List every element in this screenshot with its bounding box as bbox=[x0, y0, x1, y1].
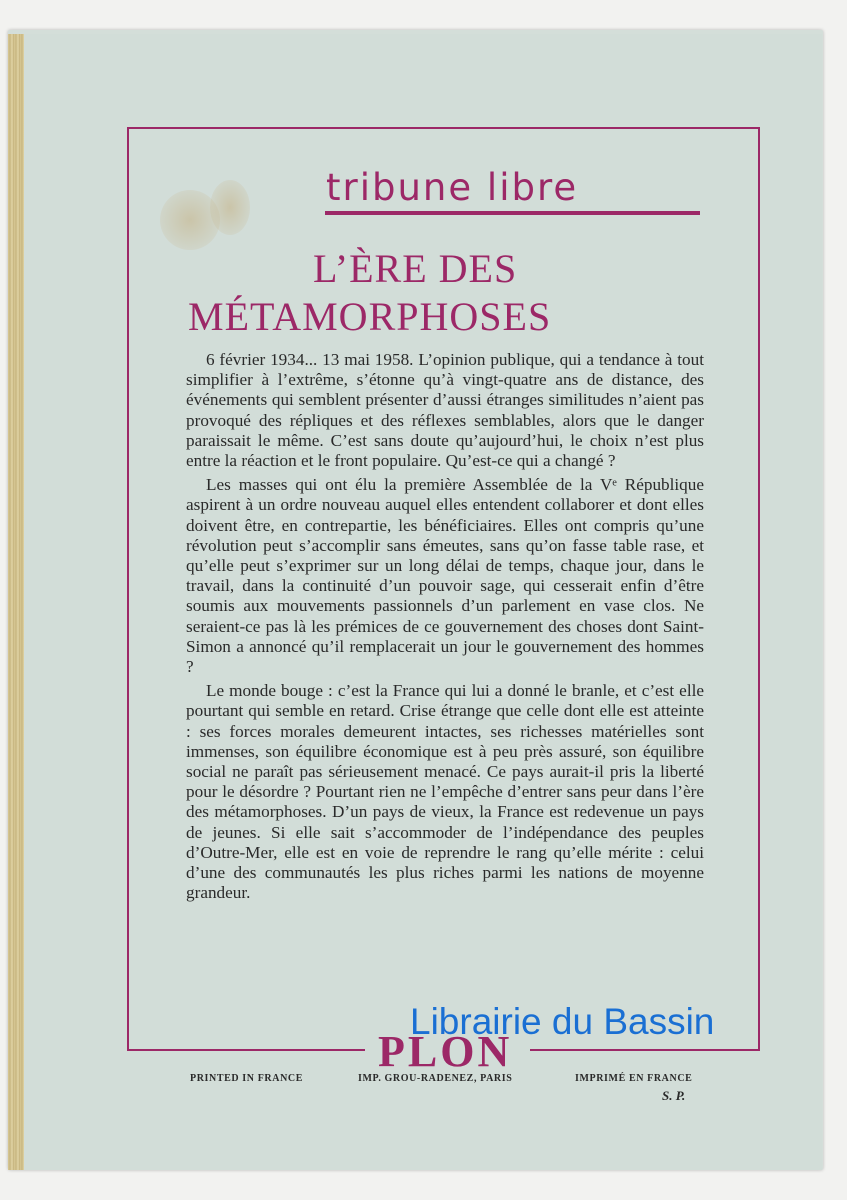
imprint-left: PRINTED IN FRANCE bbox=[190, 1073, 303, 1084]
blurb-text bbox=[186, 350, 704, 907]
series-underline bbox=[325, 211, 700, 215]
watermark-text: Librairie du Bassin bbox=[410, 1001, 715, 1042]
paragraph: Le monde bouge : c’est la France qui lui a donné le branle, et c’est elle pourtant qui semble en retard. Crise étrange que celle dont elle est atteinte : ses forces morales demeurent intactes, ses richesses matérielles sont immenses, son équilibre économique est à peu près assuré, son équilibre social ne paraît pas sérieusement menacé. Ce pays aurait-il pris la liberté pour le désordre ? Pourtant rien ne l’empêche d’entrer sans peur dans l’ère des métamorphoses. D’un pays de vieux, la France est redevenue un pays de jeunes. Si elle sait s’accommoder de l’indépendance des peuples d’Outre-Mer, elle est en voie de reprendre le rang qu’elle mérite : celui d’une des communautés les plus riches parmi les nations de moyenne grandeur. bbox=[186, 681, 704, 903]
paragraph: 6 février 1934... 13 mai 1958. L’opinion publique, qui a tendance à tout simplifier à l’extrême, s’étonne qu’à vingt-quatre ans de distance, des événements qui semblent présenter d’aussi étranges similitudes n’aient pas provoqué des répliques et des réflexes semblables, alors que le danger paraissait le même. C’est sans doute qu’aujourd’hui, le choix n’est plus entre la réaction et le front populaire. Qu’est-ce qui a changé ? bbox=[186, 350, 704, 471]
paragraph: Les masses qui ont élu la première Assemblée de la Vᵉ République aspirent à un ordre nouveau auquel elles entendent collaborer et dont elles doivent être, en contrepartie, les bénéficiaires. Elles ont compris qu’une révolution peut s’accomplir sans émeutes, sans qu’on fasse table rase, et qu’elle peut s’exprimer sur un long délai de temps, chaque jour, dans le travail, dans la continuité d’un pouvoir sage, qui cesserait enfin d’être soumis aux mouvements passionnels d’un parlement en vase clos. Ne seraient-ce pas là les prémices de ce gouvernement des choses dont Saint-Simon a annoncé qu’il remplacerait un jour le gouvernement des hommes ? bbox=[186, 475, 704, 677]
book-title bbox=[188, 245, 658, 341]
series-title: tribune libre bbox=[326, 166, 579, 209]
imprint-middle: IMP. GROU-RADENEZ, PARIS bbox=[358, 1073, 513, 1084]
publisher-name: PLON bbox=[378, 1027, 513, 1076]
title-line-2: MÉTAMORPHOSES bbox=[188, 294, 552, 339]
title-line-1: L’ÈRE DES bbox=[313, 246, 518, 291]
imprint-code: S. P. bbox=[662, 1088, 686, 1103]
imprint-right: IMPRIMÉ EN FRANCE bbox=[575, 1073, 693, 1084]
